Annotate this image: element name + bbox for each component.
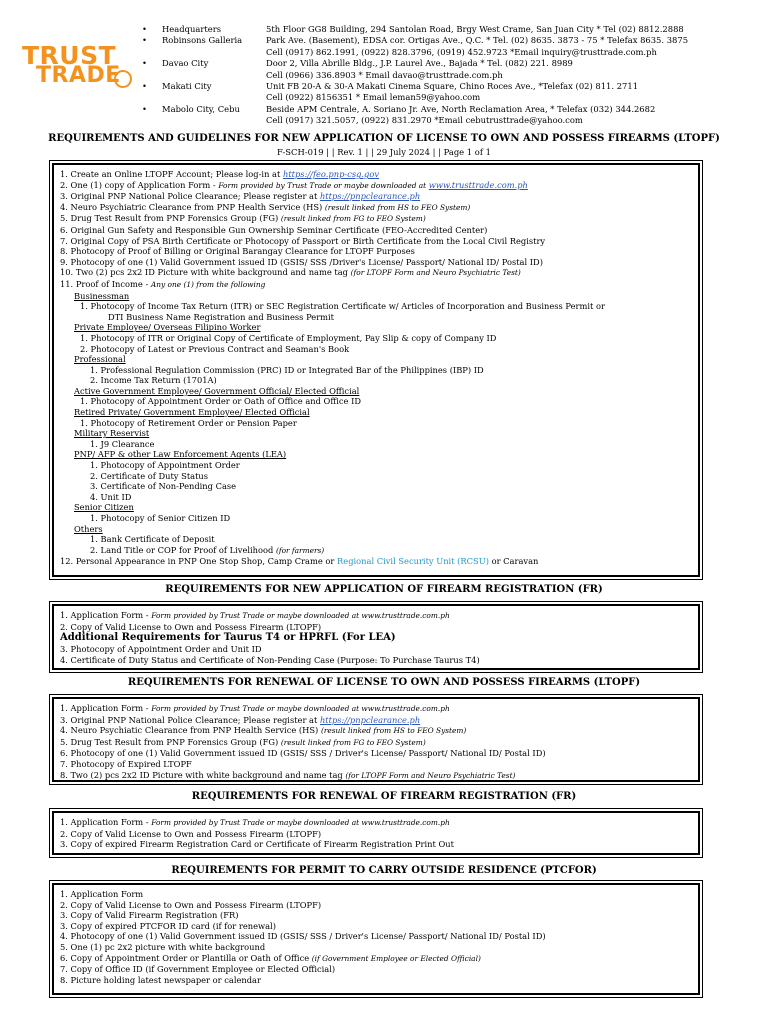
income-item: 1. Photocopy of ITR or Original Copy of Certificate of Employment, Pay Slip & copy of Company ID [80,332,497,343]
list-item: 3. Photocopy of Appointment Order and Unit ID [60,644,262,655]
ltopf-renew-requirements [52,697,700,782]
income-item: 1. Photocopy of Retirement Order or Pension Paper [80,417,297,428]
office-contact: Cell (0917) 862.1991, (0922) 828.3796, (0919) 452.9723 *Email inquiry@trusttrade.com.ph [266,46,657,57]
office-address: Door 2, Villa Abrille Bldg., J.P. Laurel Ave., Bajada * Tel. (082) 221. 8989 [266,58,573,69]
office-list [142,24,742,127]
pnp-clearance-link[interactable]: https://pnpclearance.ph [319,191,421,202]
income-category: Active Government Employee/ Government Official/ Elected Official [74,385,360,396]
list-item: 7. Copy of Office ID (if Government Employee or Elected Official) [60,964,336,975]
office-name: Mabolo City, Cebu [162,103,240,114]
list-item: 2. Copy of Valid License to Own and Possess Firearm (LTOPF) [60,899,322,910]
list-item: 7. Photocopy of Expired LTOPF [60,758,192,769]
list-item: 9. Photocopy of one (1) Valid Government issued ID (GSIS/ SSS /Driver's License/ Passport/ National ID/ Postal ID) [60,256,543,267]
income-item: 2. Photocopy of Latest or Previous Contract and Seaman's Book [80,343,350,354]
fr-renew-title: REQUIREMENTS FOR RENEWAL OF FIREARM REGISTRATION (FR) [191,791,577,802]
list-item: 10. Two (2) pcs 2x2 ID Picture with white background and name tag (for LTOPF Form and Neuro Psychiatric Test) [60,267,521,278]
office-galleria: • Robinsons Galleria Park Ave. (Basement), EDSA cor. Ortigas Ave., Q.C. * Tel. (02) 8635. 3873 - 75 * Telefax 8635. 3875 Cell (0917) 862.1991, (0922) 828.3796, (0919) 452.9723 *Email inquiry@trusttrade.com.ph [142,35,742,58]
income-category: Senior Citizen [74,502,134,513]
income-item: 1. Professional Regulation Commission (PRC) ID or Integrated Bar of the Philippines (IBP) ID [90,364,484,375]
office-address: Beside APM Centrale, A. Soriano Jr. Ave, North Reclamation Area, * Telefax (032) 344.2682 [266,103,656,114]
fr-new-title: REQUIREMENTS FOR NEW APPLICATION OF FIREARM REGISTRATION (FR) [165,584,603,595]
trusttrade-link[interactable]: www.trusttrade.com.ph [428,179,528,190]
income-item: 1. Photocopy of Appointment Order or Oath of Office and Office ID [80,396,362,407]
income-category: PNP/ AFP & other Law Enforcement Agents (LEA) [74,449,287,460]
list-item: 3. Original PNP National Police Clearance; Please register at https://pnpclearance.ph [60,191,421,202]
income-item: 1. Photocopy of Income Tax Return (ITR) or SEC Registration Certificate w/ Articles of Incorporation and Business Permit or [80,301,605,312]
list-item: 6. Photocopy of one (1) Valid Government issued ID (GSIS/ SSS / Driver's License/ Passport/ National ID/ Postal ID) [60,748,546,759]
income-category: Others [74,523,103,534]
list-item: 2. One (1) copy of Application Form - Form provided by Trust Trade or maybe downloaded at www.trusttrade.com.ph [60,179,528,190]
income-item: 3. Certificate of Non-Pending Case [90,481,237,492]
office-hq: • Headquarters 5th Floor GG8 Building, 294 Santolan Road, Brgy West Crame, San Juan City * Tel (02) 8812.2888 [142,24,742,35]
income-category: Retired Private/ Government Employee/ Elected Official [74,407,310,418]
list-item: 1. Create an Online LTOPF Account; Please log-in at https://feo.pnp-csg.gov [60,169,380,179]
list-item: 6. Copy of Appointment Order or Plantilla or Oath of Office (if Government Employee or Elected Official) [60,952,481,963]
income-item: 1. J9 Clearance [90,438,155,449]
office-contact: Cell (0966) 336.8903 * Email davao@trusttrade.com.ph [266,69,503,80]
list-item: 4. Neuro Psychiatric Clearance from PNP Health Service (HS) (result linked from HS to FEO System) [60,201,471,212]
form-reference: F-SCH-019 | | Rev. 1 | | 29 July 2024 | | Page 1 of 1 [277,147,491,157]
list-item: 5. Drug Test Result from PNP Forensics Group (FG) (result linked from FG to FEO System) [60,736,426,747]
income-item: 2. Income Tax Return (1701A) [90,375,217,386]
logo-badge-icon [114,70,132,88]
list-item: 3. Copy of expired Firearm Registration Card or Certificate of Firearm Registration Print Out [60,839,454,850]
income-item: DTI Business Name Registration and Business Permit [108,311,335,322]
list-item: 11. Proof of Income - Any one (1) from the following [60,278,266,289]
logo-line1: TRUST [22,41,117,70]
logo-line2: TRADE [36,63,121,88]
income-category: Private Employee/ Overseas Filipino Worker [74,322,261,333]
office-davao: • Davao City Door 2, Villa Abrille Bldg., J.P. Laurel Ave., Bajada * Tel. (082) 221. 8989 Cell (0966) 336.8903 * Email davao@trusttrade.com.ph [142,58,742,81]
feo-login-link[interactable]: https://feo.pnp-csg.gov [282,169,380,179]
ltopf-renew-title: REQUIREMENTS FOR RENEWAL OF LICENSE TO OWN AND POSSESS FIREARMS (LTOPF) [127,677,641,688]
income-item: 1. Bank Certificate of Deposit [90,534,215,545]
list-item: 2. Copy of Valid License to Own and Possess Firearm (LTOPF) [60,621,322,632]
list-item: 6. Original Gun Safety and Responsible Gun Ownership Seminar Certificate (FEO-Accredited Center) [60,224,488,235]
list-item: 1. Application Form [60,889,144,899]
income-category: Businessman [74,290,130,301]
ptcfor-title: REQUIREMENTS FOR PERMIT TO CARRY OUTSIDE RESIDENCE (PTCFOR) [171,865,597,876]
list-item: 3. Copy of Valid Firearm Registration (FR) [60,910,239,921]
trust-trade-logo [22,41,132,96]
office-address: 5th Floor GG8 Building, 294 Santolan Road, Brgy West Crame, San Juan City * Tel (02) 8812.2888 [266,24,684,34]
list-item: 4. Neuro Psychiatic Clearance from PNP Health Service (HS) (result linked from HS to FEO System) [60,725,467,736]
income-item: 1. Photocopy of Senior Citizen ID [90,513,231,523]
office-name: Makati City [162,81,212,92]
income-category: Military Reservist [74,428,150,439]
list-item: 5. One (1) pc 2x2 picture with white background [60,941,266,952]
income-item: 2. Land Title or COP for Proof of Livelihood (for farmers) [90,544,325,555]
list-item: 7. Original Copy of PSA Birth Certificate or Photocopy of Passport or Birth Certificate from the Local Civil Registry [60,235,546,246]
list-item: 4. Certificate of Duty Status and Certificate of Non-Pending Case (Purpose: To Purchase Taurus T4) [60,654,480,665]
office-cebu: • Mabolo City, Cebu Beside APM Centrale, A. Soriano Jr. Ave, North Reclamation Area, * Telefax (032) 344.2682 Cell (0917) 321.5057, (0922) 831.2970 *Email cebutrusttrade@yahoo.com [142,104,742,127]
list-item: 8. Two (2) pcs 2x2 ID Picture with white background and name tag (for LTOPF Form and Neuro Psychiatric Test) [60,769,516,780]
office-name: Headquarters [162,24,221,34]
office-name: Robinsons Galleria [162,35,243,46]
office-address: Park Ave. (Basement), EDSA cor. Ortigas Ave., Q.C. * Tel. (02) 8635. 3873 - 75 * Telefax 8635. 3875 [266,35,689,46]
income-category: Professional [74,354,126,365]
income-item: 4. Unit ID [90,491,132,502]
rcsu-link[interactable]: Regional Civil Security Unit (RCSU) [337,556,489,567]
list-item: 5. Drug Test Result from PNP Forensics Group (FG) (result linked from FG to FEO System) [60,213,426,224]
document-title: REQUIREMENTS AND GUIDELINES FOR NEW APPLICATION OF LICENSE TO OWN AND POSSESS FIREARMS (LTOPF) [48,133,720,144]
list-item: 12. Personal Appearance in PNP One Stop Shop, Camp Crame or Regional Civil Security Unit (RCSU) or Caravan [60,556,539,567]
office-address: Unit FB 20-A & 30-A Makati Cinema Square, Chino Roces Ave., *Telefax (02) 811. 2711 [266,81,639,92]
list-item: 4. Photocopy of one (1) Valid Government issued ID (GSIS/ SSS / Driver's License/ Passport/ National ID/ Postal ID) [60,931,546,942]
list-item: 2. Copy of Valid License to Own and Possess Firearm (LTOPF) [60,828,322,839]
office-name: Davao City [162,58,209,69]
office-makati: • Makati City Unit FB 20-A & 30-A Makati Cinema Square, Chino Roces Ave., *Telefax (02) 811. 2711 Cell (0922) 8156351 * Email leman59@yahoo.com [142,81,742,104]
income-item: 2. Certificate of Duty Status [90,470,209,481]
office-contact: Cell (0917) 321.5057, (0922) 831.2970 *Email cebutrusttrade@yahoo.com [266,115,583,126]
fr-new-requirements [52,604,700,670]
income-item: 1. Photocopy of Appointment Order [90,460,240,471]
list-item: 8. Photocopy of Proof of Billing or Original Barangay Clearance for LTOPF Purposes [60,246,415,257]
list-item: 1. Application Form - Form provided by Trust Trade or maybe downloaded at www.trusttrade.com.ph [60,817,450,827]
ltopf-new-requirements [52,163,700,577]
additional-requirements-heading: Additional Requirements for Taurus T4 or HPRFL (For LEA) [60,632,396,644]
list-item: 1. Application Form - Form provided by Trust Trade or maybe downloaded at www.trusttrade.com.ph [60,610,450,620]
office-contact: Cell (0922) 8156351 * Email leman59@yahoo.com [266,92,481,103]
fr-renew-requirements [52,811,700,855]
list-item: 3. Original PNP National Police Clearance; Please register at https://pnpclearance.ph [60,714,421,725]
list-item: 8. Picture holding latest newspaper or calendar [60,974,261,985]
list-item: 1. Application Form - Form provided by Trust Trade or maybe downloaded at www.trusttrade.com.ph [60,703,450,713]
ptcfor-requirements [52,883,700,995]
list-item: 3. Copy of expired PTCFOR ID card (if for renewal) [60,920,276,931]
pnp-clearance-link[interactable]: https://pnpclearance.ph [319,714,421,725]
